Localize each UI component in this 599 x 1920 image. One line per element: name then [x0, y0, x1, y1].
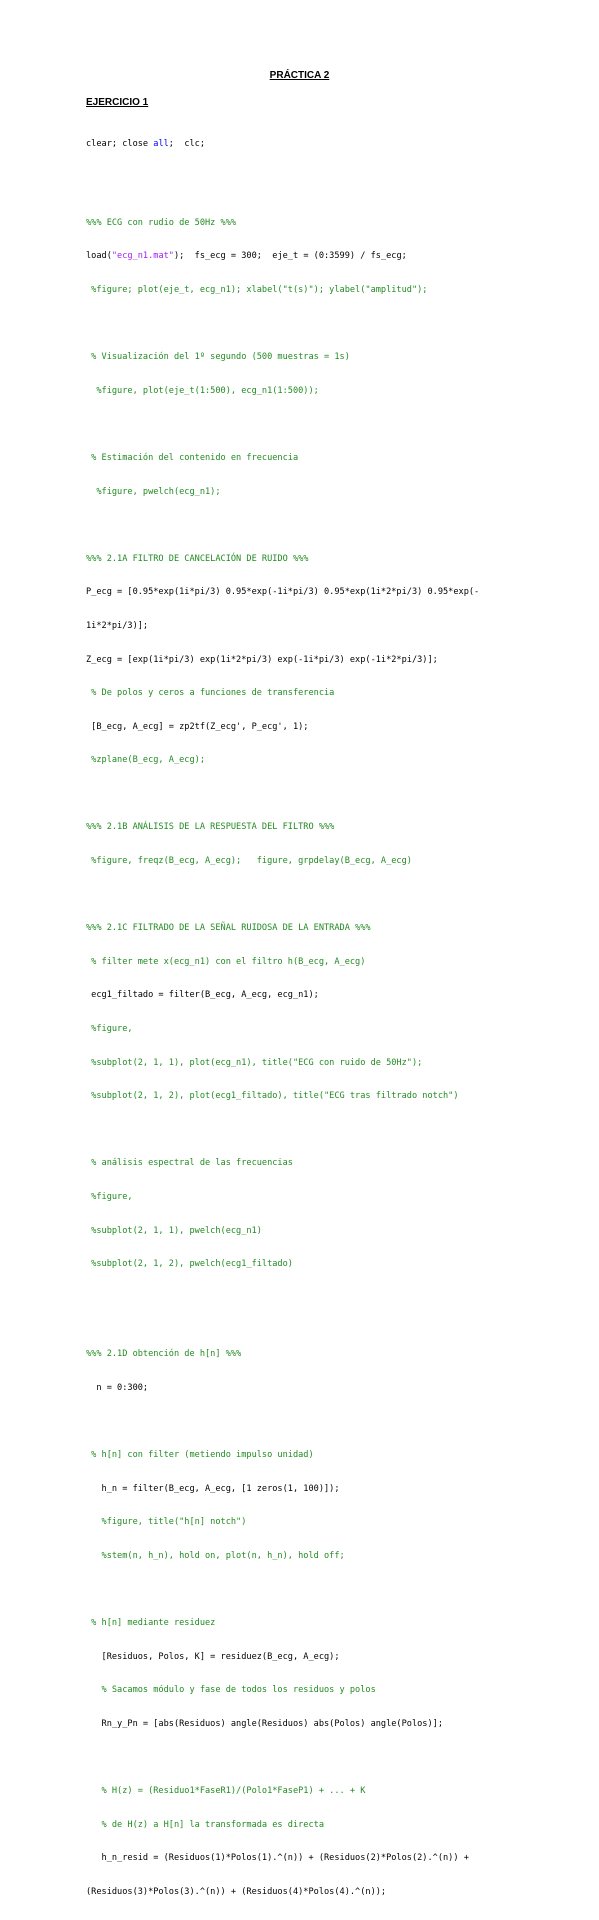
code-comment: % de H(z) a H[n] la transformada es directa: [86, 1819, 324, 1830]
code-text: load(: [86, 251, 112, 262]
code-comment: % Visualización del 1º segundo (500 muestras = 1s): [86, 352, 350, 363]
code-comment: % h[n] mediante residuez: [86, 1617, 216, 1628]
code-comment: %subplot(2, 1, 2), pwelch(ecg1_filtado): [86, 1259, 293, 1270]
code-line: P_ecg = [0.95*exp(1i*pi/3) 0.95*exp(-1i*pi/3) 0.95*exp(1i*2*pi/3) 0.95*exp(-: [86, 587, 480, 598]
code-line: [B_ecg, A_ecg] = zp2tf(Z_ecg', P_ecg', 1);: [86, 721, 309, 732]
code-comment: %subplot(2, 1, 1), plot(ecg_n1), title("ECG con ruido de 50Hz");: [86, 1057, 423, 1068]
code-comment: %figure, plot(eje_t(1:500), ecg_n1(1:500));: [86, 385, 319, 396]
code-comment: %%% ECG con rudio de 50Hz %%%: [86, 217, 237, 228]
code-line: Rn_y_Pn = [abs(Residuos) angle(Residuos) abs(Polos) angle(Polos)];: [86, 1718, 443, 1729]
code-line: (Residuos(3)*Polos(3).^(n)) + (Residuos(4)*Polos(4).^(n));: [86, 1886, 387, 1897]
code-comment: %stem(n, h_n), hold on, plot(n, h_n), hold off;: [86, 1550, 345, 1561]
code-comment: %subplot(2, 1, 1), pwelch(ecg_n1): [86, 1225, 262, 1236]
code-line: Z_ecg = [exp(1i*pi/3) exp(1i*2*pi/3) exp(-1i*pi/3) exp(-1i*2*pi/3)];: [86, 654, 438, 665]
code-line: [Residuos, Polos, K] = residuez(B_ecg, A_ecg);: [86, 1651, 340, 1662]
code-text: clear; close: [86, 139, 154, 150]
code-comment: % filter mete x(ecg_n1) con el filtro h(B_ecg, A_ecg): [86, 956, 366, 967]
code-text: ); fs_ecg = 300; eje_t = (0:3599) / fs_ecg;: [173, 251, 407, 262]
code-keyword: all: [153, 139, 169, 150]
code-comment: %figure, title("h[n] notch"): [86, 1517, 247, 1528]
code-comment: % h[n] con filter (metiendo impulso unidad): [86, 1449, 314, 1460]
code-comment: %zplane(B_ecg, A_ecg);: [86, 755, 205, 766]
code-line: [86, 139, 591, 150]
code-line: h_n_resid = (Residuos(1)*Polos(1).^(n)) + (Residuos(2)*Polos(2).^(n)) +: [86, 1853, 469, 1864]
document-title: PRÁCTICA 2: [269, 70, 330, 81]
code-block: [86, 117, 591, 1920]
code-line: ecg1_filtado = filter(B_ecg, A_ecg, ecg_n1);: [86, 990, 319, 1001]
code-comment: %figure, freqz(B_ecg, A_ecg); figure, grpdelay(B_ecg, A_ecg): [86, 856, 412, 867]
code-line: 1i*2*pi/3)];: [86, 620, 149, 631]
code-line: h_n = filter(B_ecg, A_ecg, [1 zeros(1, 100)]);: [86, 1483, 340, 1494]
code-comment: % H(z) = (Residuo1*FaseR1)/(Polo1*FaseP1) + ... + K: [86, 1785, 366, 1796]
code-comment: %%% 2.1C FILTRADO DE LA SEÑAL RUIDOSA DE LA ENTRADA %%%: [86, 923, 371, 934]
code-comment: %subplot(2, 1, 2), plot(ecg1_filtado), title("ECG tras filtrado notch"): [86, 1091, 459, 1102]
code-string: "ecg_n1.mat": [111, 251, 174, 262]
code-comment: %%% 2.1D obtención de h[n] %%%: [86, 1349, 242, 1360]
code-comment: %%% 2.1A FILTRO DE CANCELACIÓN DE RUIDO %%%: [86, 553, 309, 564]
code-comment: %%% 2.1B ANÁLISIS DE LA RESPUESTA DEL FILTRO %%%: [86, 822, 335, 833]
code-comment: %figure; plot(eje_t, ecg_n1); xlabel("t(s)"); ylabel("amplitud");: [86, 284, 428, 295]
exercise-heading: EJERCICIO 1: [86, 97, 149, 108]
code-text: ; clc;: [168, 139, 206, 150]
code-comment: % Sacamos módulo y fase de todos los residuos y polos: [86, 1685, 376, 1696]
code-comment: % De polos y ceros a funciones de transferencia: [86, 688, 335, 699]
code-comment: %figure,: [86, 1024, 133, 1035]
code-line: [86, 251, 591, 262]
code-comment: %figure,: [86, 1192, 133, 1203]
code-line: n = 0:300;: [86, 1382, 149, 1393]
code-comment: % Estimación del contenido en frecuencia: [86, 452, 299, 463]
code-comment: % análisis espectral de las frecuencias: [86, 1158, 293, 1169]
code-comment: %figure, pwelch(ecg_n1);: [86, 486, 221, 497]
